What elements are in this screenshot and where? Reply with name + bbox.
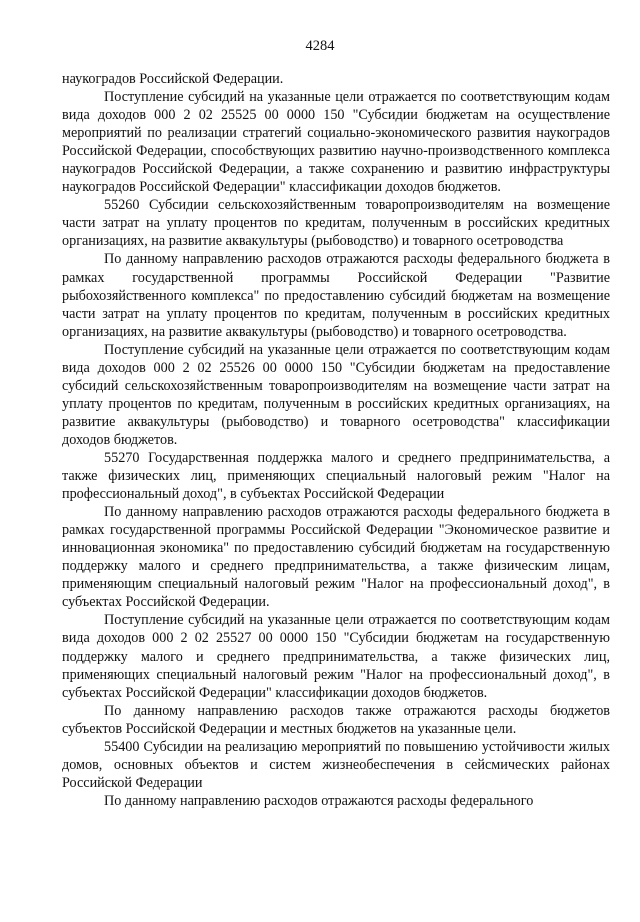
page-number: 4284: [305, 38, 335, 54]
section-heading-55270: 55270 Государственная поддержка малого и среднего предпринимательства, а также физических лиц, применяющих специальный налоговый режим "Налог на профессиональный доход", в субъектах Российской Федерации: [62, 449, 610, 503]
section-heading-55400: 55400 Субсидии на реализацию мероприятий по повышению устойчивости жилых домов, основных объектов и систем жизнеобеспечения в сейсмических районах Российской Федерации: [62, 738, 610, 791]
paragraph: Поступление субсидий на указанные цели отражается по соответствующим кодам вида доходов 000 2 02 25526 00 0000 150 "Субсидии бюджетам на предоставление субсидий сельскохозяйственным товаропроизводителям на возмещение части затрат на уплату процентов по кредитам, полученным в российских кредитных организациях, на развитие аквакультуры (рыбоводство) и товарного осетроводства" классификации доходов бюджетов.: [62, 341, 610, 448]
paragraph: Поступление субсидий на указанные цели отражается по соответствующим кодам вида доходов 000 2 02 25527 00 0000 150 "Субсидии бюджетам на государственную поддержку малого и среднего предпринимательства, а также физических лиц, применяющих специальный налоговый режим "Налог на профессиональный доход", в субъектах Российской Федерации" классификации доходов бюджетов.: [62, 612, 610, 701]
section-heading-55260: 55260 Субсидии сельскохозяйственным товаропроизводителям на возмещение части затрат на уплату процентов по кредитам, полученным в российских кредитных организациях, на развитие аквакультуры (рыбоводство) и товарного осетроводства: [62, 197, 610, 250]
paragraph: Поступление субсидий на указанные цели отражается по соответствующим кодам вида доходов 000 2 02 25525 00 0000 150 "Субсидии бюджетам на осуществление мероприятий по реализации стратегий социально-экономического развития наукоградов Российской Федерации, способствующих развитию научно-производственного комплекса наукоградов Российской Федерации, а также сохранению и развитию инфраструктуры наукоградов Российской Федерации" классификации доходов бюджетов.: [62, 89, 610, 196]
paragraph: По данному направлению расходов отражаются расходы федерального бюджета в рамках государственной программы Российской Федерации "Развитие рыбохозяйственного комплекса" по предоставлению субсидий бюджетам на возмещение части затрат на уплату процентов по кредитам, полученным в российских кредитных организациях, на развитие аквакультуры (рыбоводство) и товарного осетроводства.: [62, 251, 610, 340]
paragraph: По данному направлению расходов отражаются расходы федерального бюджета в рамках государственной программы Российской Федерации "Экономическое развитие и инновационная экономика" по предоставлению субсидий бюджетам на государственную поддержку малого и среднего предпринимательства, а также физическим лицам, применяющим специальный налоговый режим "Налог на профессиональный доход", в субъектах Российской Федерации.: [62, 504, 610, 611]
paragraph-continuation: наукоградов Российской Федерации.: [62, 71, 284, 87]
paragraph-truncated: По данному направлению расходов отражаются расходы федерального: [104, 792, 534, 809]
paragraph: По данному направлению расходов также отражаются расходы бюджетов субъектов Российской Федерации и местных бюджетов на указанные цели.: [62, 702, 610, 737]
document-body: [62, 70, 610, 810]
